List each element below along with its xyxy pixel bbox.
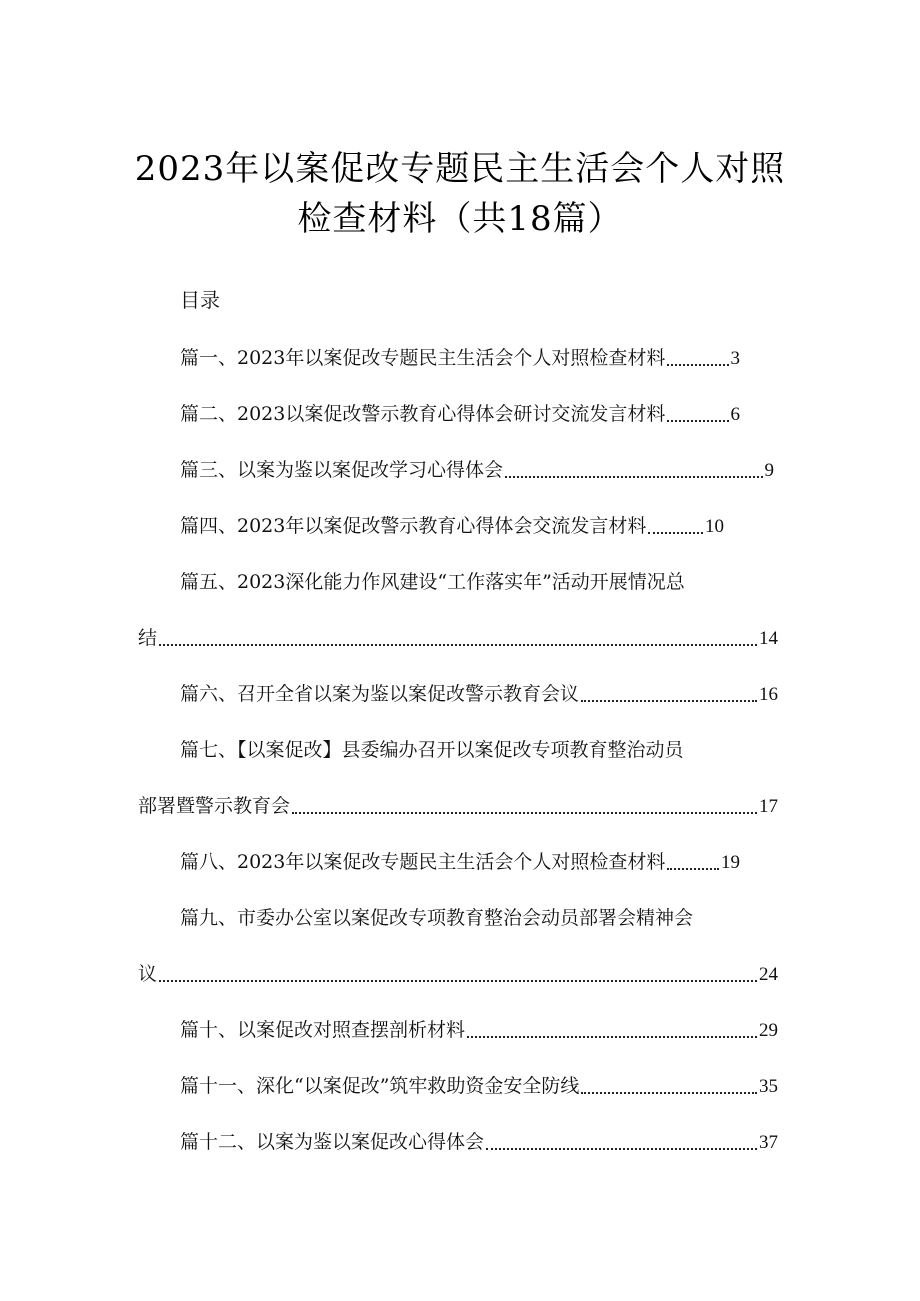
toc-heading: 目录 [180,288,220,312]
toc-entry-title: 篇六、召开全省以案为鉴以案促改警示教育会议 [180,683,580,705]
toc-entry-2[interactable] [180,400,740,429]
toc-entry-page: 9 [764,460,774,481]
toc-leader [292,811,757,814]
toc-entry-title: 篇二、2023以案促改警示教育心得体会研讨交流发言材料 [180,403,666,425]
toc-entry-title-continued: 议 [138,963,158,985]
toc-leader [159,979,757,982]
toc-entry-7-continued[interactable] [138,792,778,821]
toc-leader [648,531,703,534]
toc-entry-10[interactable] [180,1016,778,1045]
toc-entry-5-continued[interactable] [138,624,778,653]
toc-leader [505,475,762,478]
toc-entry-page: 29 [759,1020,778,1041]
toc-entry-12[interactable] [180,1128,778,1157]
toc-leader [581,699,757,702]
toc-entry-7[interactable] [180,736,780,764]
toc-entry-5[interactable] [180,568,780,596]
toc-entry-page: 19 [721,852,740,873]
toc-entry-title: 篇一、2023年以案促改专题民主生活会个人对照检查材料 [180,347,666,369]
toc-entry-page: 10 [705,516,724,537]
toc-entry-title: 篇十、以案促改对照查摆剖析材料 [180,1019,466,1041]
toc-entry-title: 篇八、2023年以案促改专题民主生活会个人对照检查材料 [180,851,666,873]
toc-leader [667,867,719,870]
toc-entry-title: 篇四、2023年以案促改警示教育心得体会交流发言材料 [180,515,647,537]
toc-leader [486,1147,757,1150]
document-title-line-1: 2023年以案促改专题民主生活会个人对照 [134,149,786,189]
toc-entry-title-continued: 部署暨警示教育会 [138,795,291,817]
toc-entry-page: 17 [759,796,778,817]
toc-entry-3[interactable] [180,456,774,485]
toc-leader [467,1035,757,1038]
toc-entry-page: 35 [759,1076,778,1097]
toc-leader [159,643,757,646]
toc-entry-4[interactable] [180,512,724,541]
toc-entry-9-continued[interactable] [138,960,778,989]
document-title-line-2: 检查材料（共18篇） [297,199,623,239]
toc-entry-title: 篇七、【以案促改】县委编办召开以案促改专项教育整治动员 [180,739,684,761]
toc-entry-page: 14 [759,628,778,649]
toc-entry-page: 24 [759,964,778,985]
toc-entry-title: 篇十一、深化“以案促改”筑牢救助资金安全防线 [180,1075,580,1097]
toc-entry-page: 3 [730,348,740,369]
toc-entry-page: 6 [730,404,740,425]
toc-entry-page: 37 [759,1132,778,1153]
toc-entry-title: 篇五、2023深化能力作风建设“工作落实年”活动开展情况总 [180,571,685,593]
toc-leader [667,363,728,366]
toc-entry-title: 篇三、以案为鉴以案促改学习心得体会 [180,459,504,481]
toc-entry-6[interactable] [180,680,778,709]
toc-leader [581,1091,757,1094]
toc-entry-8[interactable] [180,848,740,877]
toc-entry-9[interactable] [180,904,780,932]
toc-entry-page: 16 [759,684,778,705]
toc-leader [667,419,728,422]
toc-entry-title: 篇十二、以案为鉴以案促改心得体会 [180,1131,485,1153]
toc-entry-title: 篇九、市委办公室以案促改专项教育整治会动员部署会精神会 [180,907,694,929]
toc-entry-1[interactable] [180,344,740,373]
toc-entry-title-continued: 结 [138,627,158,649]
toc-entry-11[interactable] [180,1072,778,1101]
